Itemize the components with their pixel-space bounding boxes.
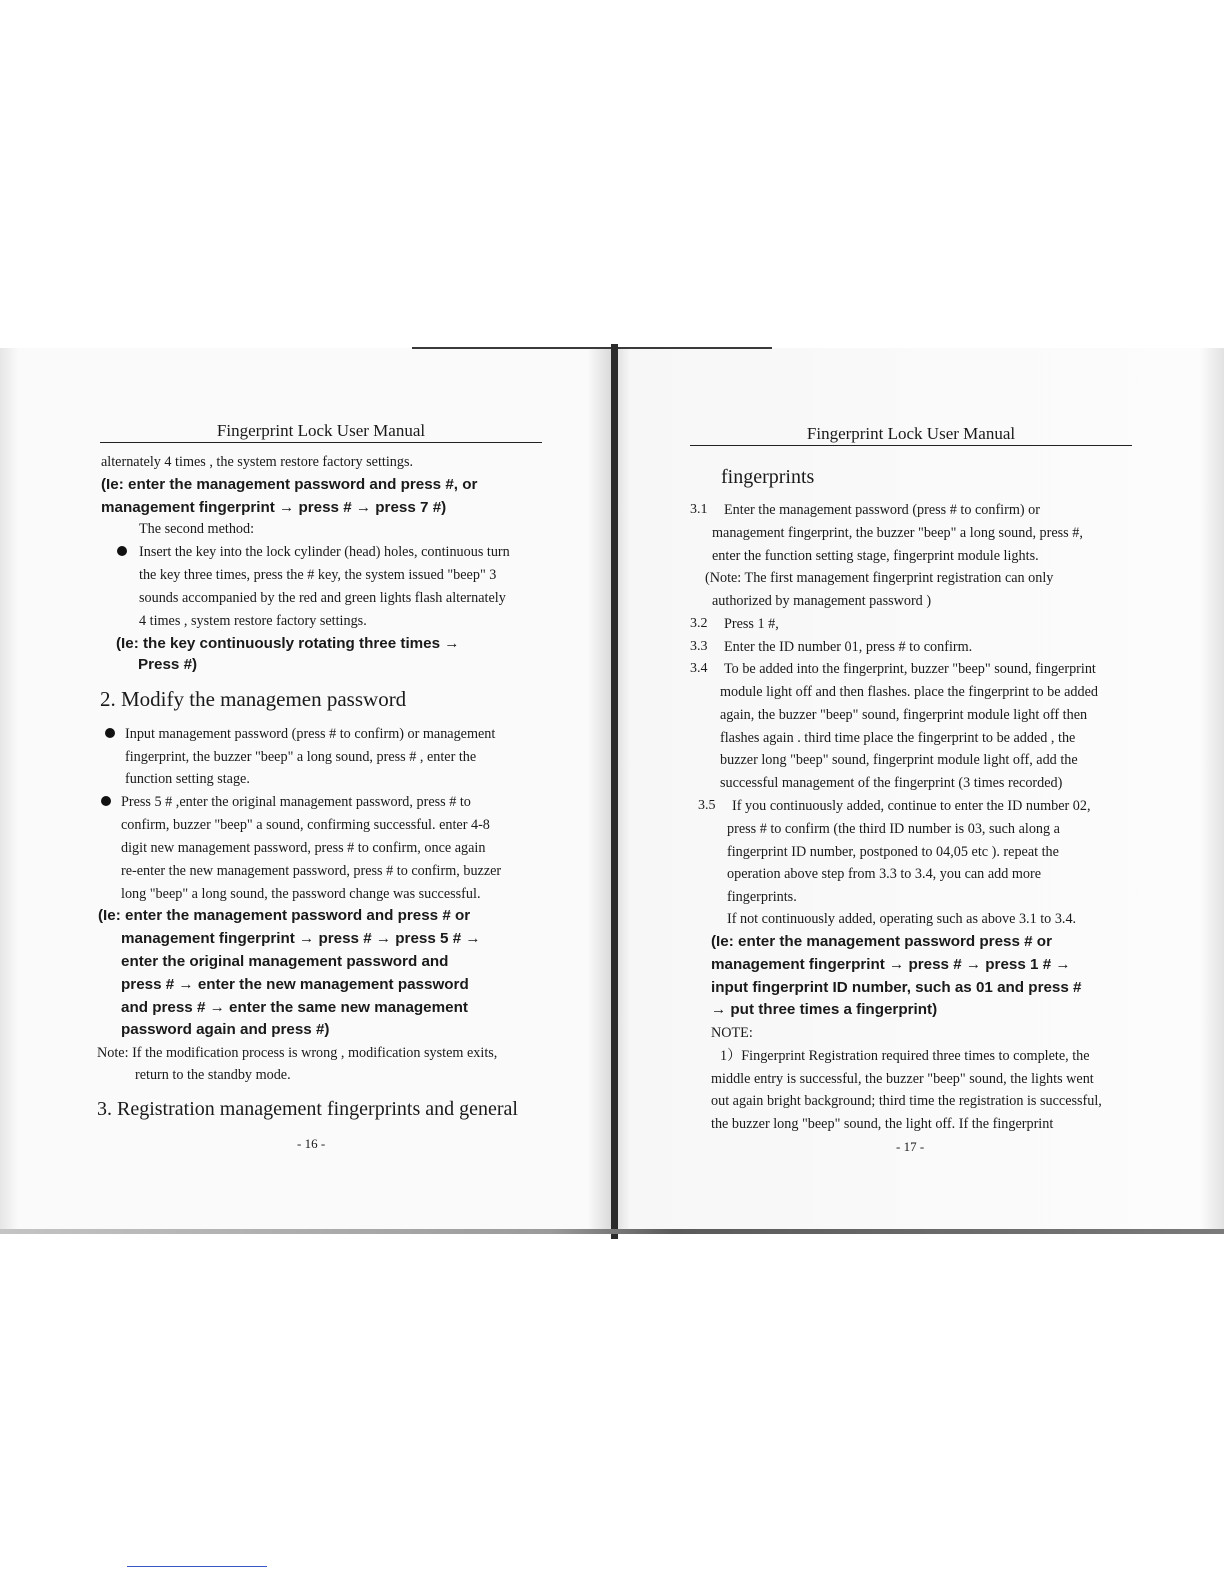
body-line: Input management password (press # to confirm) or management bbox=[125, 726, 496, 742]
instruction-line: and press # → enter the same new management bbox=[121, 999, 468, 1016]
instruction-line: (Ie: the key continuously rotating three times → bbox=[116, 635, 460, 652]
body-line: Press 5 # ,enter the original management password, press # to bbox=[121, 794, 471, 810]
instruction-line: management fingerprint → press # → press 1 # → bbox=[711, 956, 1071, 973]
step-line: again, the buzzer "beep" sound, fingerprint module light off then bbox=[720, 707, 1088, 723]
step-line: buzzer long "beep" sound, fingerprint module light off, add the bbox=[720, 752, 1078, 768]
step-line: flashes again . third time place the fingerprint to be added , the bbox=[720, 730, 1076, 746]
step-line: fingerprints. bbox=[727, 889, 797, 905]
step-line: If not continuously added, operating such as above 3.1 to 3.4. bbox=[727, 911, 1077, 927]
body-line: fingerprint, the buzzer "beep" a long sound, press # , enter the bbox=[125, 749, 477, 765]
body-line: 4 times , system restore factory settings. bbox=[139, 613, 367, 629]
step-line: enter the function setting stage, fingerprint module lights. bbox=[712, 548, 1039, 564]
step-line: (Note: The first management fingerprint registration can only bbox=[705, 570, 1054, 586]
body-line: digit new management password, press # to confirm, once again bbox=[121, 840, 486, 856]
step-number: 3.2 bbox=[690, 616, 708, 631]
link-underline bbox=[127, 1566, 267, 1567]
body-line: The second method: bbox=[139, 521, 255, 537]
instruction-line: → put three times a fingerprint) bbox=[711, 1001, 938, 1018]
step-line: fingerprint ID number, postponed to 04,05 etc ). repeat the bbox=[727, 844, 1059, 860]
note-line: Note: If the modification process is wrong , modification system exits, bbox=[97, 1045, 498, 1061]
body-line: the key three times, press the # key, the system issued "beep" 3 bbox=[139, 567, 497, 583]
step-number: 3.1 bbox=[690, 502, 708, 517]
instruction-line: press # → enter the new management password bbox=[121, 976, 469, 993]
note-line: the buzzer long "beep" sound, the light off. If the fingerprint bbox=[711, 1116, 1054, 1132]
body-line: sounds accompanied by the red and green lights flash alternately bbox=[139, 590, 506, 606]
step-number: 3.4 bbox=[690, 661, 708, 676]
book-spine bbox=[611, 344, 618, 1239]
page-header: Fingerprint Lock User Manual bbox=[216, 421, 426, 440]
instruction-line: management fingerprint → press # → press 5 # → bbox=[121, 930, 481, 947]
body-line: Insert the key into the lock cylinder (head) holes, continuous turn bbox=[139, 544, 510, 560]
body-line: alternately 4 times , the system restore factory settings. bbox=[101, 454, 414, 470]
scan-edge-bottom bbox=[0, 1229, 1224, 1234]
instruction-line: (Ie: enter the management password and press # or bbox=[98, 907, 471, 924]
bullet-icon bbox=[101, 796, 111, 806]
step-line: management fingerprint, the buzzer "beep" a long sound, press #, bbox=[712, 525, 1083, 541]
body-line: function setting stage. bbox=[125, 771, 250, 787]
body-line: re-enter the new management password, press # to confirm, buzzer bbox=[121, 863, 502, 879]
step-line: Enter the ID number 01, press # to confirm. bbox=[724, 639, 973, 655]
header-rule bbox=[100, 442, 542, 443]
step-line: successful management of the fingerprint (3 times recorded) bbox=[720, 775, 1063, 791]
page-number: - 17 - bbox=[896, 1139, 925, 1154]
note-line: 1）Fingerprint Registration required three times to complete, the bbox=[720, 1048, 1090, 1064]
instruction-line: password again and press #) bbox=[121, 1021, 330, 1038]
section-title: 3. Registration management fingerprints and general bbox=[97, 1098, 518, 1120]
step-line: Enter the management password (press # to confirm) or bbox=[724, 502, 1040, 518]
note-line: middle entry is successful, the buzzer "beep" sound, the lights went bbox=[711, 1071, 1094, 1087]
instruction-line: (Ie: enter the management password press # or bbox=[711, 933, 1052, 950]
page-number: - 16 - bbox=[297, 1136, 326, 1151]
instruction-line: input fingerprint ID number, such as 01 and press # bbox=[711, 979, 1082, 996]
section-title-continued: fingerprints bbox=[721, 466, 815, 488]
header-rule bbox=[690, 445, 1132, 446]
step-line: Press 1 #, bbox=[724, 616, 779, 632]
section-title: 2. Modify the managemen password bbox=[100, 687, 407, 711]
step-line: To be added into the fingerprint, buzzer "beep" sound, fingerprint bbox=[724, 661, 1096, 677]
bullet-icon bbox=[117, 546, 127, 556]
body-line: confirm, buzzer "beep" a sound, confirming successful. enter 4-8 bbox=[121, 817, 490, 833]
step-line: press # to confirm (the third ID number is 03, such along a bbox=[727, 821, 1060, 837]
step-number: 3.3 bbox=[690, 639, 708, 654]
step-number: 3.5 bbox=[698, 798, 716, 813]
instruction-line: management fingerprint → press # → press 7 #) bbox=[101, 499, 447, 516]
step-line: authorized by management password ) bbox=[712, 593, 932, 609]
note-line: return to the standby mode. bbox=[135, 1067, 291, 1083]
bullet-icon bbox=[105, 728, 115, 738]
instruction-line: Press #) bbox=[138, 656, 198, 673]
instruction-line: (Ie: enter the management password and press #, or bbox=[101, 476, 478, 493]
note-label: NOTE: bbox=[711, 1025, 753, 1041]
body-line: long "beep" a long sound, the password change was successful. bbox=[121, 886, 481, 902]
note-line: out again bright background; third time the registration is successful, bbox=[711, 1093, 1102, 1109]
scan-edge-top bbox=[412, 347, 772, 349]
step-line: If you continuously added, continue to enter the ID number 02, bbox=[732, 798, 1091, 814]
instruction-line: enter the original management password and bbox=[121, 953, 449, 970]
step-line: operation above step from 3.3 to 3.4, you can add more bbox=[727, 866, 1042, 882]
page-header: Fingerprint Lock User Manual bbox=[806, 424, 1016, 443]
step-line: module light off and then flashes. place the fingerprint to be added bbox=[720, 684, 1098, 700]
